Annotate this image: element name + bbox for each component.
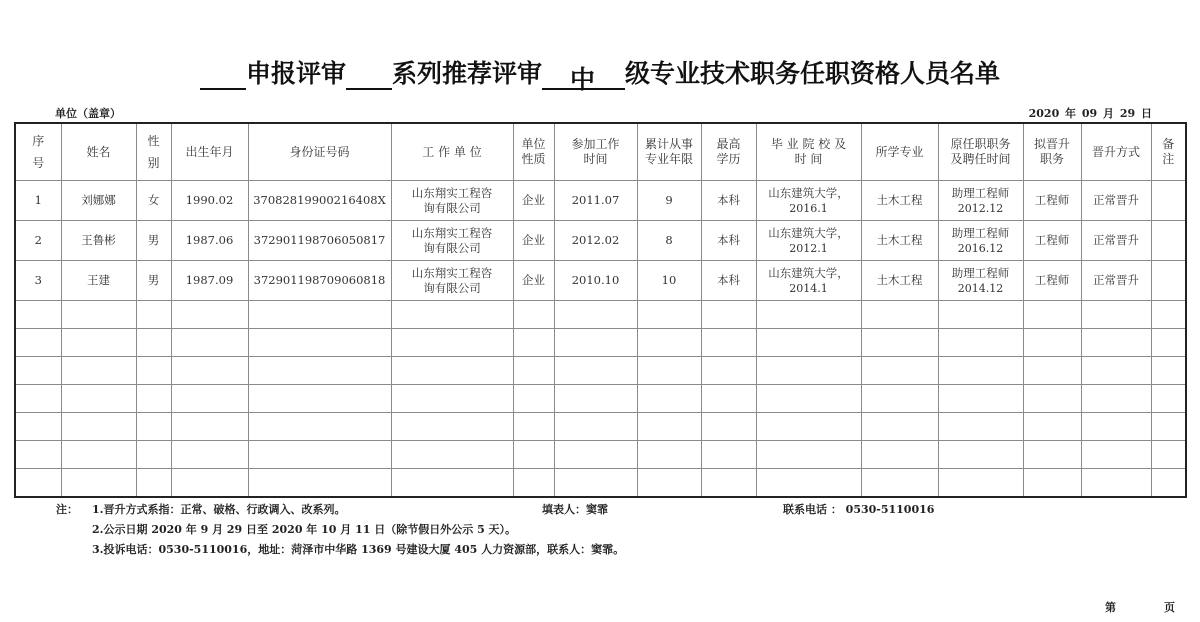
empty-cell: [756, 469, 861, 498]
cell-method: 正常晋升: [1081, 261, 1151, 301]
empty-cell: [1151, 329, 1186, 357]
empty-cell: [1151, 357, 1186, 385]
empty-cell: [61, 441, 136, 469]
empty-cell: [554, 413, 637, 441]
note-line-1: 1.晋升方式系指：正常、破格、行政调入、改系列。: [92, 503, 346, 516]
empty-cell: [1081, 441, 1151, 469]
empty-cell: [1151, 441, 1186, 469]
header-education: 最高 学历: [701, 123, 756, 181]
cell-employer-type: 企业: [513, 261, 554, 301]
cell-education: 本科: [701, 221, 756, 261]
cell-birth: 1990.02: [171, 181, 248, 221]
cell-seq: 3: [15, 261, 61, 301]
empty-cell: [637, 413, 701, 441]
empty-cell: [248, 413, 391, 441]
empty-cell: [1151, 301, 1186, 329]
empty-cell: [15, 301, 61, 329]
cell-gender: 女: [136, 181, 171, 221]
empty-cell: [938, 329, 1023, 357]
table-header-row: [15, 123, 1186, 181]
empty-rows-group: [15, 301, 1186, 498]
cell-method: 正常晋升: [1081, 181, 1151, 221]
empty-cell: [513, 441, 554, 469]
table-row-empty: [15, 441, 1186, 469]
empty-cell: [938, 469, 1023, 498]
header-employer-type: 单位 性质: [513, 123, 554, 181]
empty-cell: [1081, 385, 1151, 413]
empty-cell: [248, 357, 391, 385]
empty-cell: [1081, 357, 1151, 385]
empty-cell: [513, 385, 554, 413]
table-row-empty: [15, 385, 1186, 413]
empty-cell: [637, 329, 701, 357]
table-row-empty: [15, 357, 1186, 385]
cell-birth: 1987.09: [171, 261, 248, 301]
cell-name: 刘娜娜: [61, 181, 136, 221]
header-target-title: 拟晋升 职务: [1023, 123, 1081, 181]
cell-employer: 山东翔实工程咨 询有限公司: [391, 181, 513, 221]
empty-cell: [136, 329, 171, 357]
cell-major: 土木工程: [861, 261, 938, 301]
empty-cell: [15, 413, 61, 441]
empty-cell: [61, 385, 136, 413]
header-work-start: 参加工作 时间: [554, 123, 637, 181]
cell-years: 10: [637, 261, 701, 301]
empty-cell: [171, 469, 248, 498]
empty-cell: [554, 385, 637, 413]
cell-name: 王建: [61, 261, 136, 301]
header-birth: 出生年月: [171, 123, 248, 181]
cell-education: 本科: [701, 261, 756, 301]
empty-cell: [136, 301, 171, 329]
empty-cell: [513, 301, 554, 329]
empty-cell: [61, 329, 136, 357]
cell-school: 山东建筑大学， 2014.1: [756, 261, 861, 301]
cell-prev-title: 助理工程师 2012.12: [938, 181, 1023, 221]
empty-cell: [554, 301, 637, 329]
empty-cell: [1151, 469, 1186, 498]
cell-work-start: 2012.02: [554, 221, 637, 261]
page-prefix: 第: [1105, 601, 1116, 614]
cell-prev-title: 助理工程师 2014.12: [938, 261, 1023, 301]
empty-cell: [637, 441, 701, 469]
empty-cell: [248, 469, 391, 498]
title-level: 中: [542, 60, 625, 90]
empty-cell: [554, 441, 637, 469]
empty-cell: [1081, 413, 1151, 441]
empty-cell: [554, 469, 637, 498]
cell-gender: 男: [136, 221, 171, 261]
empty-cell: [861, 441, 938, 469]
empty-cell: [637, 301, 701, 329]
table-row-empty: [15, 329, 1186, 357]
empty-cell: [938, 441, 1023, 469]
cell-id: 372901198706050817: [248, 221, 391, 261]
note-line-3: 3.投诉电话：0530-5110016，地址：菏泽市中华路 1369 号建设大厦 405 人力资源部，联系人：窦霏。: [92, 543, 625, 556]
title-blank-2: [346, 60, 392, 90]
empty-cell: [136, 413, 171, 441]
empty-cell: [756, 413, 861, 441]
empty-cell: [15, 385, 61, 413]
cell-method: 正常晋升: [1081, 221, 1151, 261]
empty-cell: [136, 357, 171, 385]
document-date: 2020 年 09 月 29 日: [1028, 107, 1152, 120]
header-id: 身份证号码: [248, 123, 391, 181]
cell-gender: 男: [136, 261, 171, 301]
empty-cell: [756, 301, 861, 329]
empty-cell: [15, 357, 61, 385]
cell-remark: [1151, 181, 1186, 221]
empty-cell: [1023, 357, 1081, 385]
empty-cell: [1023, 469, 1081, 498]
cell-target-title: 工程师: [1023, 221, 1081, 261]
empty-cell: [391, 385, 513, 413]
table-row: [15, 181, 1186, 221]
empty-cell: [171, 413, 248, 441]
empty-cell: [861, 469, 938, 498]
empty-cell: [248, 441, 391, 469]
empty-cell: [15, 469, 61, 498]
empty-cell: [861, 357, 938, 385]
header-seq: 序 号: [15, 123, 61, 181]
empty-cell: [391, 469, 513, 498]
cell-target-title: 工程师: [1023, 181, 1081, 221]
table-row: [15, 261, 1186, 301]
empty-cell: [15, 329, 61, 357]
empty-cell: [1023, 441, 1081, 469]
empty-cell: [1081, 469, 1151, 498]
empty-cell: [171, 441, 248, 469]
contact-phone: 联系电话 ： 0530-5110016: [783, 503, 935, 516]
empty-cell: [513, 357, 554, 385]
cell-major: 土木工程: [861, 181, 938, 221]
cell-prev-title: 助理工程师 2016.12: [938, 221, 1023, 261]
cell-remark: [1151, 221, 1186, 261]
empty-cell: [391, 357, 513, 385]
cell-seq: 2: [15, 221, 61, 261]
cell-school: 山东建筑大学， 2012.1: [756, 221, 861, 261]
empty-cell: [171, 301, 248, 329]
document-title: [0, 54, 1200, 94]
cell-id: 372901198709060818: [248, 261, 391, 301]
empty-cell: [513, 329, 554, 357]
empty-cell: [248, 329, 391, 357]
cell-employer: 山东翔实工程咨 询有限公司: [391, 221, 513, 261]
cell-remark: [1151, 261, 1186, 301]
cell-work-start: 2010.10: [554, 261, 637, 301]
header-years: 累计从事 专业年限: [637, 123, 701, 181]
header-name: 姓名: [61, 123, 136, 181]
empty-cell: [701, 301, 756, 329]
cell-major: 土木工程: [861, 221, 938, 261]
empty-cell: [554, 357, 637, 385]
empty-cell: [248, 301, 391, 329]
empty-cell: [391, 441, 513, 469]
empty-cell: [1023, 301, 1081, 329]
table-row-empty: [15, 469, 1186, 498]
cell-education: 本科: [701, 181, 756, 221]
title-part-1: 申报评审: [245, 59, 346, 88]
cell-name: 王鲁彬: [61, 221, 136, 261]
empty-cell: [701, 469, 756, 498]
empty-cell: [513, 469, 554, 498]
empty-cell: [61, 301, 136, 329]
empty-cell: [637, 385, 701, 413]
empty-cell: [701, 385, 756, 413]
empty-cell: [1023, 413, 1081, 441]
cell-id: 37082819900216408X: [248, 181, 391, 221]
empty-cell: [701, 413, 756, 441]
empty-cell: [171, 329, 248, 357]
empty-cell: [15, 441, 61, 469]
personnel-table: [14, 122, 1187, 498]
page-suffix: 页: [1164, 601, 1175, 614]
table-row: [15, 221, 1186, 261]
empty-cell: [861, 301, 938, 329]
empty-cell: [61, 413, 136, 441]
empty-cell: [756, 357, 861, 385]
empty-cell: [391, 301, 513, 329]
empty-cell: [701, 329, 756, 357]
header-employer: 工 作 单 位: [391, 123, 513, 181]
empty-cell: [1151, 413, 1186, 441]
empty-cell: [513, 413, 554, 441]
empty-cell: [861, 413, 938, 441]
empty-cell: [756, 329, 861, 357]
note-line-2: 2.公示日期 2020 年 9 月 29 日至 2020 年 10 月 11 日（除节假日外公示 5 天）。: [92, 523, 517, 536]
empty-cell: [637, 357, 701, 385]
empty-cell: [938, 413, 1023, 441]
empty-cell: [136, 441, 171, 469]
header-remark: 备 注: [1151, 123, 1186, 181]
cell-years: 9: [637, 181, 701, 221]
empty-cell: [938, 385, 1023, 413]
empty-cell: [136, 385, 171, 413]
table-row-empty: [15, 301, 1186, 329]
empty-cell: [861, 385, 938, 413]
header-gender: 性 别: [136, 123, 171, 181]
cell-employer-type: 企业: [513, 221, 554, 261]
title-part-3: 级专业技术职务任职资格人员名单: [625, 59, 1001, 88]
empty-cell: [171, 385, 248, 413]
header-method: 晋升方式: [1081, 123, 1151, 181]
cell-birth: 1987.06: [171, 221, 248, 261]
cell-target-title: 工程师: [1023, 261, 1081, 301]
empty-cell: [391, 329, 513, 357]
empty-cell: [701, 357, 756, 385]
empty-cell: [756, 385, 861, 413]
cell-work-start: 2011.07: [554, 181, 637, 221]
empty-cell: [61, 357, 136, 385]
empty-cell: [391, 413, 513, 441]
header-school: 毕 业 院 校 及 时 间: [756, 123, 861, 181]
empty-cell: [554, 329, 637, 357]
empty-cell: [171, 357, 248, 385]
cell-seq: 1: [15, 181, 61, 221]
empty-cell: [756, 441, 861, 469]
empty-cell: [136, 469, 171, 498]
empty-cell: [861, 329, 938, 357]
title-part-2: 系列推荐评审: [391, 59, 542, 88]
cell-school: 山东建筑大学， 2016.1: [756, 181, 861, 221]
notes-label: 注：: [56, 503, 78, 516]
empty-cell: [938, 301, 1023, 329]
header-major: 所学专业: [861, 123, 938, 181]
cell-employer-type: 企业: [513, 181, 554, 221]
title-blank-1: [200, 60, 246, 90]
empty-cell: [1081, 329, 1151, 357]
empty-cell: [61, 469, 136, 498]
empty-cell: [1151, 385, 1186, 413]
empty-cell: [1023, 329, 1081, 357]
form-filler: 填表人：窦霏: [542, 503, 608, 516]
cell-employer: 山东翔实工程咨 询有限公司: [391, 261, 513, 301]
table-row-empty: [15, 413, 1186, 441]
cell-years: 8: [637, 221, 701, 261]
empty-cell: [1023, 385, 1081, 413]
empty-cell: [938, 357, 1023, 385]
unit-stamp-label: 单位（盖章）: [55, 107, 121, 120]
empty-cell: [1081, 301, 1151, 329]
empty-cell: [248, 385, 391, 413]
header-prev-title: 原任职职务 及聘任时间: [938, 123, 1023, 181]
empty-cell: [637, 469, 701, 498]
empty-cell: [701, 441, 756, 469]
